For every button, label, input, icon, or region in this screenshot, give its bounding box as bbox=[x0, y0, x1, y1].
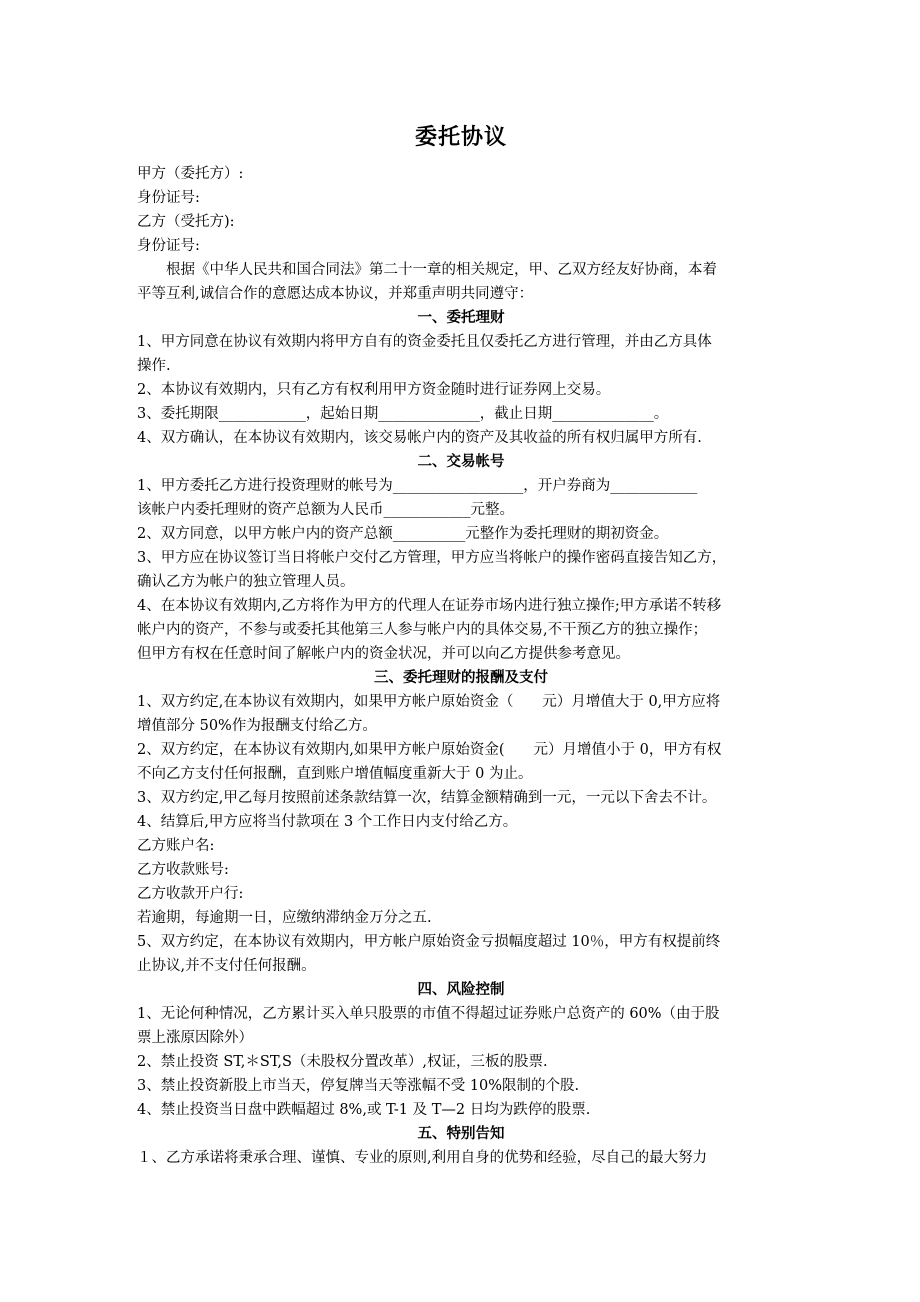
account-number-line: 乙方收款账号: bbox=[137, 862, 229, 878]
preamble-line-1: 根据《中华人民共和国合同法》第二十一章的相关规定，甲、乙双方经友好协商，本着 bbox=[166, 262, 717, 278]
document-page bbox=[137, 118, 785, 1170]
section-2-line: 帐户内的资产，不参与或委托其他第三人参与帐户内的具体交易,不干预乙方的独立操作； bbox=[137, 622, 708, 638]
section-1-line: 1、甲方同意在协议有效期内将甲方自有的资金委托且仅委托乙方进行管理，并由乙方具体 bbox=[137, 334, 712, 350]
account-bank-line: 乙方收款开户行: bbox=[137, 886, 244, 902]
section-2-line: 4、在本协议有效期内,乙方将作为甲方的代理人在证券市场内进行独立操作;甲方承诺不转移 bbox=[137, 598, 722, 614]
preamble-line-2: 平等互利,诚信合作的意愿达成本协议，并郑重声明共同遵守： bbox=[137, 286, 534, 302]
section-3-line: 3、双方约定,甲乙每月按照前述条款结算一次，结算金额精确到一元，一元以下舍去不计。 bbox=[137, 790, 717, 806]
id-a-line: 身份证号: bbox=[137, 190, 200, 206]
section-5-line: １、乙方承诺将秉承合理、谨慎、专业的原则,利用自身的优势和经验，尽自己的最大努力 bbox=[137, 1150, 708, 1166]
section-3-line: 若逾期，每逾期一日，应缴纳滞纳金万分之五. bbox=[137, 910, 432, 926]
section-2-line: 该帐户内委托理财的资产总额为人民币____________元整。 bbox=[137, 502, 514, 518]
section-2-line: 确认乙方为帐户的独立管理人员。 bbox=[137, 574, 355, 590]
section-1-line: 3、委托期限____________，起始日期______________，截止日期______________。 bbox=[137, 406, 669, 422]
section-3-line: 增值部分 50%作为报酬支付给乙方。 bbox=[137, 718, 377, 734]
section-3-line: 4、结算后,甲方应将当付款项在 3 个工作日内支付给乙方。 bbox=[137, 814, 518, 830]
section-2-heading: 二、交易帐号 bbox=[417, 454, 505, 470]
section-2-line: 但甲方有权在任意时间了解帐户内的资金状况，并可以向乙方提供参考意见。 bbox=[137, 646, 630, 662]
id-b-line: 身份证号: bbox=[137, 238, 200, 254]
section-4-line: 票上涨原因除外） bbox=[137, 1030, 253, 1046]
section-4-line: 3、禁止投资新股上市当天，停复牌当天等涨幅不受 10%限制的个股. bbox=[137, 1078, 580, 1094]
section-2-line: 1、甲方委托乙方进行投资理财的帐号为__________________，开户券商为____________ bbox=[137, 478, 698, 494]
section-3-line: 5、双方约定，在本协议有效期内，甲方帐户原始资金亏损幅度超过 10％，甲方有权提前终 bbox=[137, 934, 721, 950]
document-title: 委托协议 bbox=[414, 125, 507, 150]
section-1-heading: 一、委托理财 bbox=[417, 310, 505, 326]
section-4-line: 4、禁止投资当日盘中跌幅超过 8%,或 T-1 及 T—2 日均为跌停的股票. bbox=[137, 1102, 591, 1118]
section-3-line: 不向乙方支付任何报酬，直到账户增值幅度重新大于 0 为止。 bbox=[137, 766, 533, 782]
section-4-line: 2、禁止投资 ST,＊ST,S（未股权分置改革）,权证，三板的股票. bbox=[137, 1054, 548, 1070]
section-3-line: 止协议,并不支付任何报酬。 bbox=[137, 958, 316, 974]
party-a-line: 甲方（委托方）: bbox=[137, 166, 244, 182]
section-4-heading: 四、风险控制 bbox=[417, 982, 505, 998]
section-2-line: 2、双方同意，以甲方帐户内的资产总额__________元整作为委托理财的期初资金。 bbox=[137, 526, 669, 542]
section-5-heading: 五、特别告知 bbox=[417, 1126, 505, 1142]
party-b-line: 乙方（受托方): bbox=[137, 214, 235, 230]
section-3-line: 1、双方约定,在本协议有效期内，如果甲方帐户原始资金（ 元）月增值大于 0,甲方应将 bbox=[137, 694, 721, 710]
section-1-line: 操作. bbox=[137, 358, 171, 374]
section-3-line: 2、双方约定，在本协议有效期内,如果甲方帐户原始资金( 元）月增值小于 0，甲方有权 bbox=[137, 742, 722, 758]
section-2-line: 3、甲方应在协议签订当日将帐户交付乙方管理，甲方应当将帐户的操作密码直接告知乙方， bbox=[137, 550, 727, 566]
section-3-heading: 三、委托理财的报酬及支付 bbox=[374, 670, 548, 686]
section-1-line: 2、本协议有效期内，只有乙方有权利用甲方资金随时进行证券网上交易。 bbox=[137, 382, 611, 398]
section-4-line: 1、无论何种情况，乙方累计买入单只股票的市值不得超过证券账户总资产的 60%（由于股 bbox=[137, 1006, 720, 1022]
section-1-line: 4、双方确认，在本协议有效期内，该交易帐户内的资产及其收益的所有权归属甲方所有. bbox=[137, 430, 702, 446]
account-name-line: 乙方账户名: bbox=[137, 838, 215, 854]
